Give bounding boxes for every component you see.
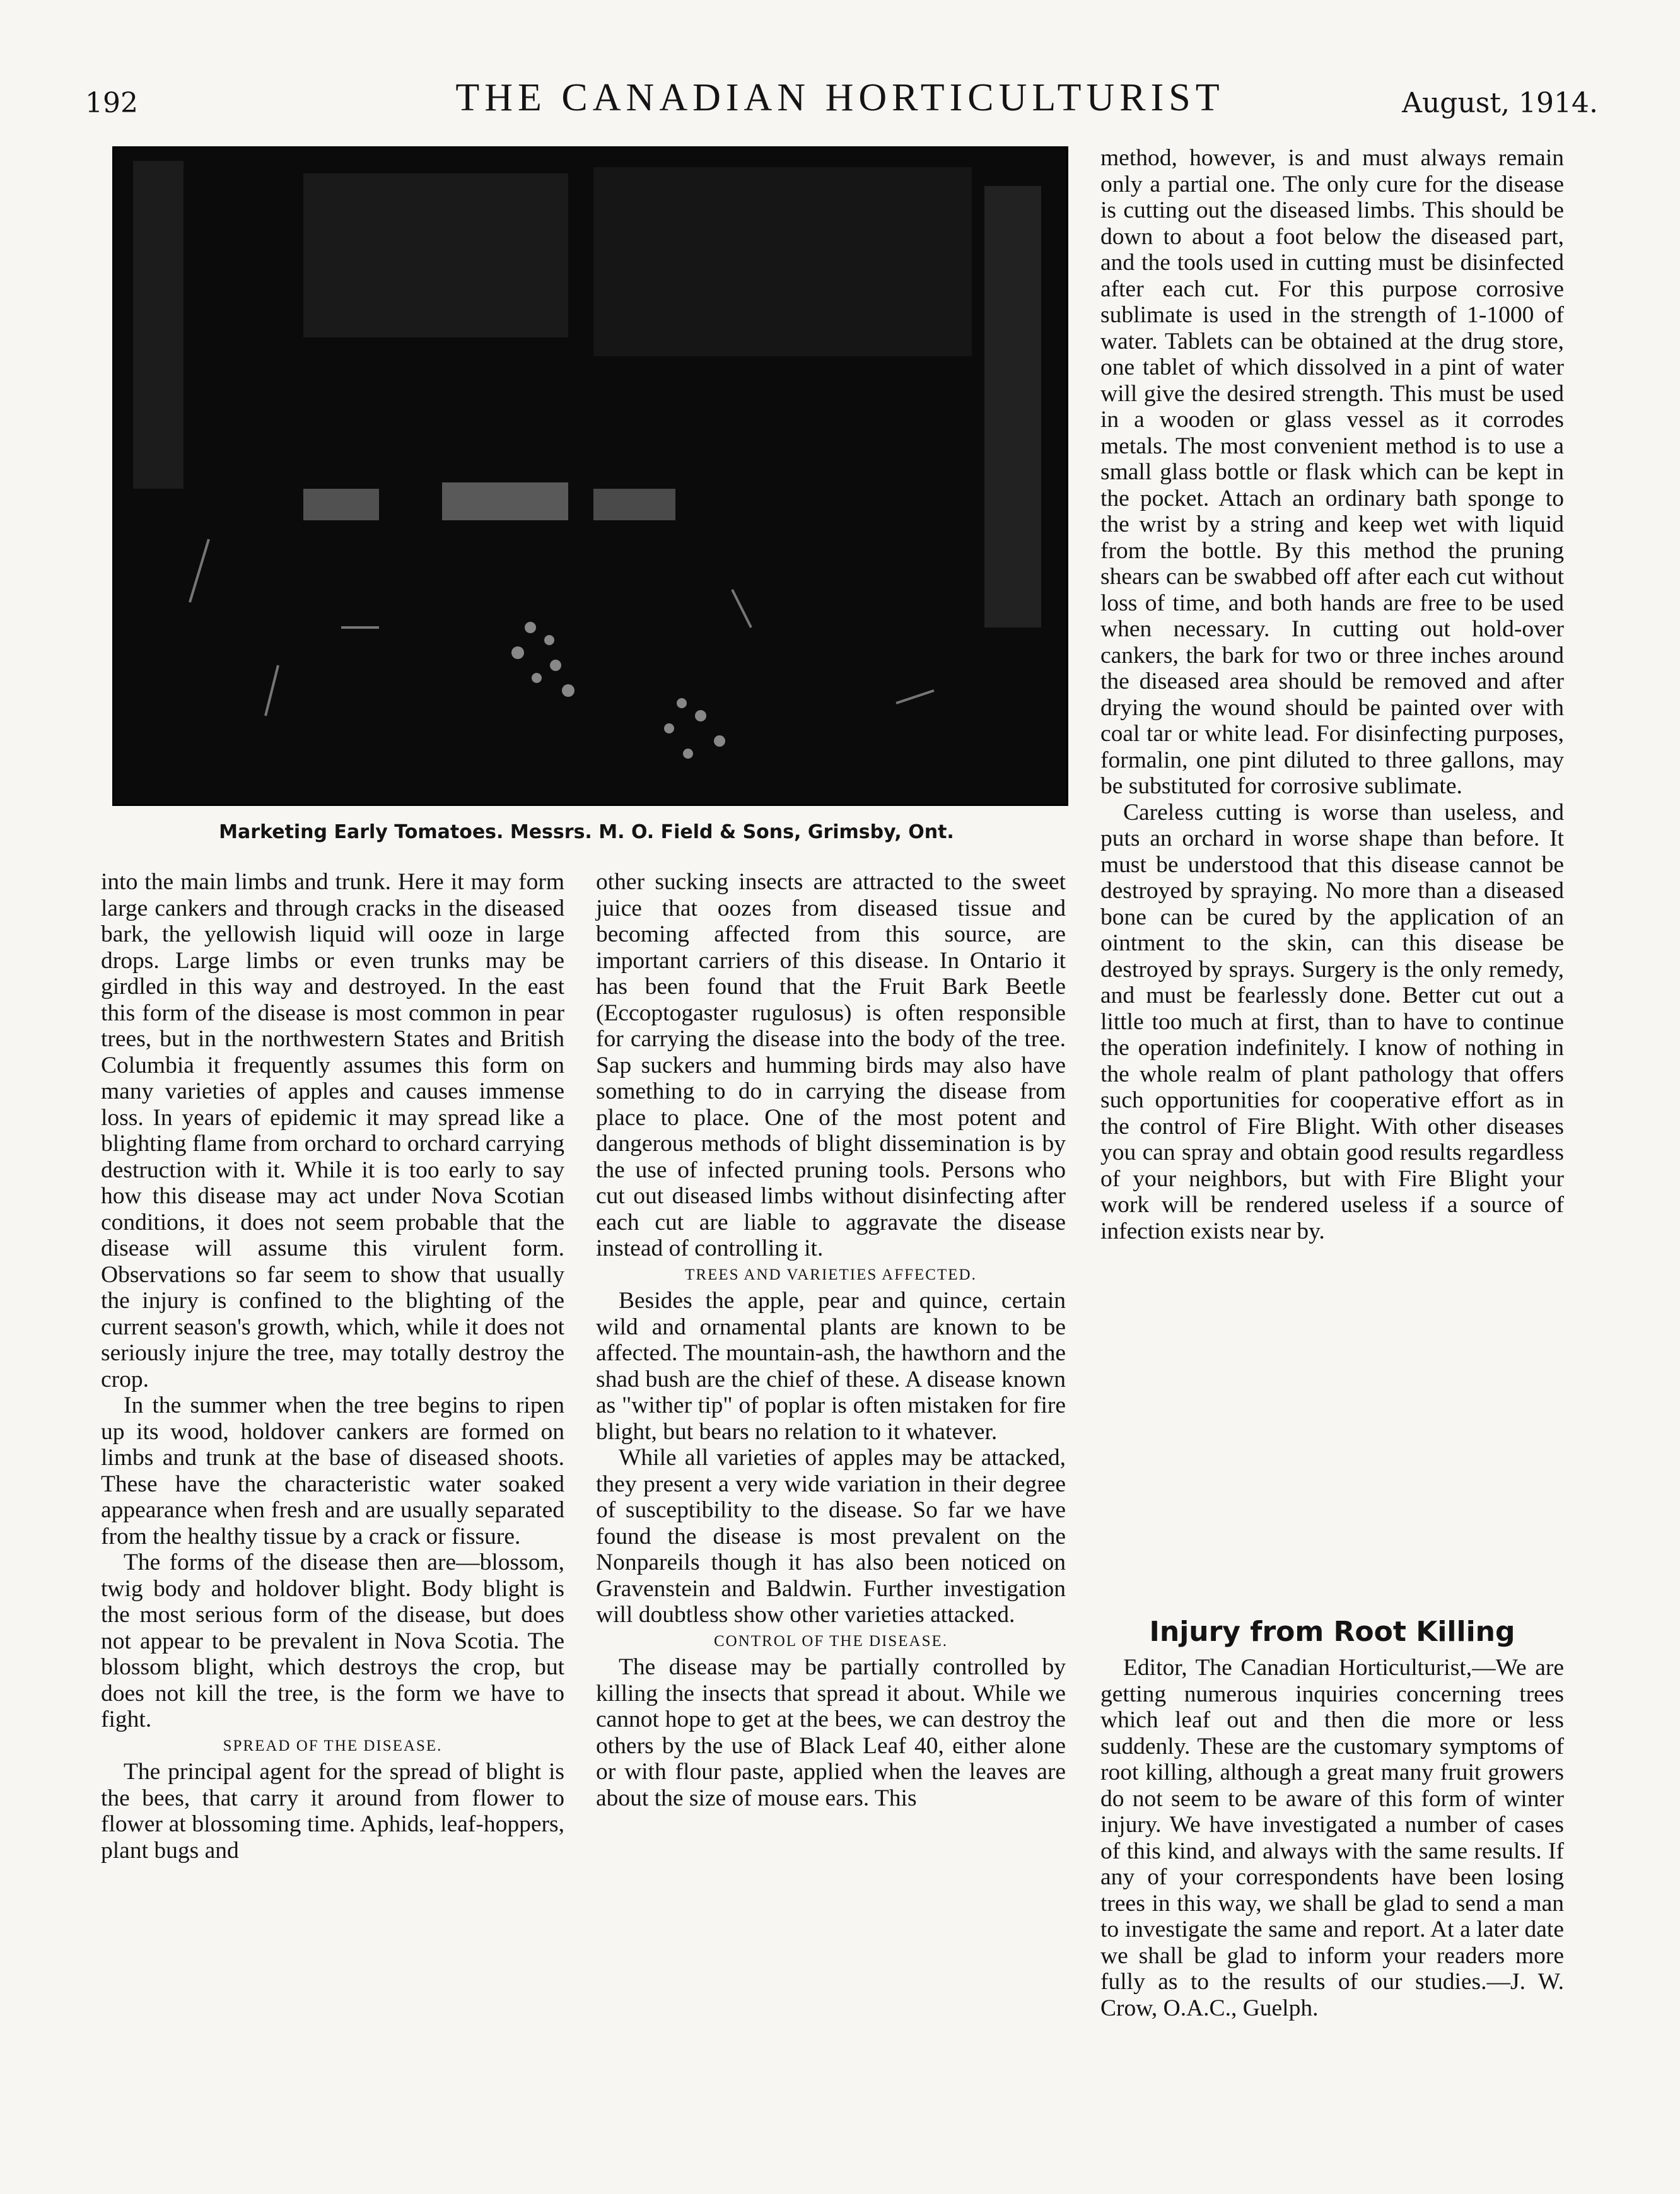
paragraph: Editor, The Canadian Horticulturist,—We are getting numerous inquiries concerning trees which leaf out and then die more or less suddenly. These are the customary symptoms of root killing, although a great many fruit growers do not seem to be aware of this form of winter injury. We have investigated a number of cases of this kind, and always with the same results. If any of your correspondents have been losing trees in this way, we shall be glad to send a man to investigate the same and report. At a later date we shall be glad to inform your readers more fully as to the results of our studies.—J. W. Crow, O.A.C., Guelph. <box>1100 1655 1564 2021</box>
page-header <box>0 76 1680 126</box>
photo-caption: Marketing Early Tomatoes. Messrs. M. O. Field & Sons, Grimsby, Ont. <box>219 821 954 843</box>
article-root-killing <box>1100 1616 1564 2021</box>
issue-date: August, 1914. <box>1402 87 1598 119</box>
paragraph: into the main limbs and trunk. Here it may form large cankers and through cracks in the diseased bark, the yellowish liquid will ooze in large drops. Large limbs or even trunks may be girdled in this way and destroyed. In the east this form of the disease is most common in pear trees, but in the northwestern States and British Columbia it frequently assumes this form on many varieties of apples and causes immense loss. In years of epidemic it may spread like a blighting flame from orchard to orchard carrying destruction with it. While it is too early to say how this disease may act under Nova Scotian conditions, it does not seem probable that the disease will assume this virulent form. Observations so far seem to show that usually the injury is confined to the blighting of the current season's growth, which, while it does not seriously injure the tree, may totally destroy the crop. <box>101 869 564 1392</box>
paragraph: other sucking insects are attracted to the sweet juice that oozes from diseased tissue and becoming affected from this source, are important carriers of this disease. In Ontario it has been found that the Fruit Bark Beetle (Eccoptogaster rugulosus) is often responsible for carrying the disease into the body of the tree. Sap suckers and humming birds may also have something to do in carrying the disease from place to place. One of the most potent and dangerous methods of blight dissemination is by the use of infected pruning tools. Persons who cut out diseased limbs without disinfecting after each cut are liable to aggravate the disease instead of controlling it. <box>596 869 1066 1261</box>
section-subheading: SPREAD OF THE DISEASE. <box>223 1737 443 1754</box>
section-subheading: TREES AND VARIETIES AFFECTED. <box>685 1266 977 1283</box>
paragraph: The forms of the disease then are—blossom, twig body and holdover blight. Body blight is the most serious form of the disease, but does not appear to be prevalent in Nova Scotia. The blossom blight, which destroys the crop, but does not kill the tree, is the form we have to fight. <box>101 1549 564 1732</box>
masthead-title: THE CANADIAN HORTICULTURIST <box>455 76 1225 119</box>
paragraph: The principal agent for the spread of blight is the bees, that carry it around from flower to flower at blossoming time. Aphids, leaf-hoppers, plant bugs and <box>101 1759 564 1864</box>
page-number: 192 <box>85 87 138 119</box>
article-heading: Injury from Root Killing <box>1149 1616 1515 1648</box>
paragraph: While all varieties of apples may be attacked, they present a very wide variation in their degree of susceptibility to the disease. So far we have found the disease is most prevalent on the Nonpareils though it has also been noticed on Gravenstein and Baldwin. Further investigation will doubtless show other varieties attacked. <box>596 1445 1066 1628</box>
column-1 <box>101 869 564 1864</box>
paragraph: method, however, is and must always remain only a partial one. The only cure for the disease is cutting out the diseased limbs. This should be down to about a foot below the diseased part, and the tools used in cutting must be disinfected after each cut. For this purpose corrosive sublimate is used in the strength of 1-1000 of water. Tablets can be obtained at the drug store, one tablet of which dissolved in a pint of water will give the desired strength. This must be used in a wooden or glass vessel as it corrodes metals. The most convenient method is to use a small glass bottle or flask which can be kept in the pocket. Attach an ordinary bath sponge to the wrist by a string and keep wet with liquid from the bottle. By this method the pruning shears can be swabbed off after each cut without loss of time, and both hands are free to be used when necessary. In cutting out hold-over cankers, the bark for two or three inches around the diseased area should be removed and after drying the wound should be painted over with coal tar or white lead. For disinfecting purposes, formalin, one pint diluted to three gallons, may be substituted for corrosive sublimate. <box>1100 145 1564 799</box>
column-2 <box>596 869 1066 1811</box>
tomato-market-photo <box>112 146 1068 806</box>
paragraph: Careless cutting is worse than useless, and puts an orchard in worse shape than before. It must be understood that this disease cannot be destroyed by spraying. No more than a diseased bone can be cured by the application of an ointment to the skin, can this disease be destroyed by sprays. Surgery is the only remedy, and must be fearlessly done. Better cut out a little too much at first, than to have to continue the operation indefinitely. I know of nothing in the whole realm of plant pathology that offers such opportunities for cooperative effort as in the control of Fire Blight. With other diseases you can spray and obtain good results regardless of your neighbors, but with Fire Blight your work will be rendered useless if a source of infection exists near by. <box>1100 799 1564 1244</box>
photo-illustration <box>114 148 1066 804</box>
paragraph: In the summer when the tree begins to ripen up its wood, holdover cankers are formed on limbs and trunk at the base of diseased shoots. These have the characteristic water soaked appearance when fresh and are usually separated from the healthy tissue by a crack or fissure. <box>101 1392 564 1549</box>
column-3 <box>1100 145 1564 1244</box>
paragraph: The disease may be partially controlled by killing the insects that spread it about. While we cannot hope to get at the bees, we can destroy the others by the use of Black Leaf 40, either alone or with flour paste, applied when the leaves are about the size of mouse ears. This <box>596 1654 1066 1811</box>
section-subheading: CONTROL OF THE DISEASE. <box>713 1632 948 1650</box>
paragraph: Besides the apple, pear and quince, certain wild and ornamental plants are known to be affected. The mountain-ash, the hawthorn and the shad bush are the chief of these. A disease known as "wither tip" of poplar is often mistaken for fire blight, but bears no relation to it whatever. <box>596 1288 1066 1445</box>
